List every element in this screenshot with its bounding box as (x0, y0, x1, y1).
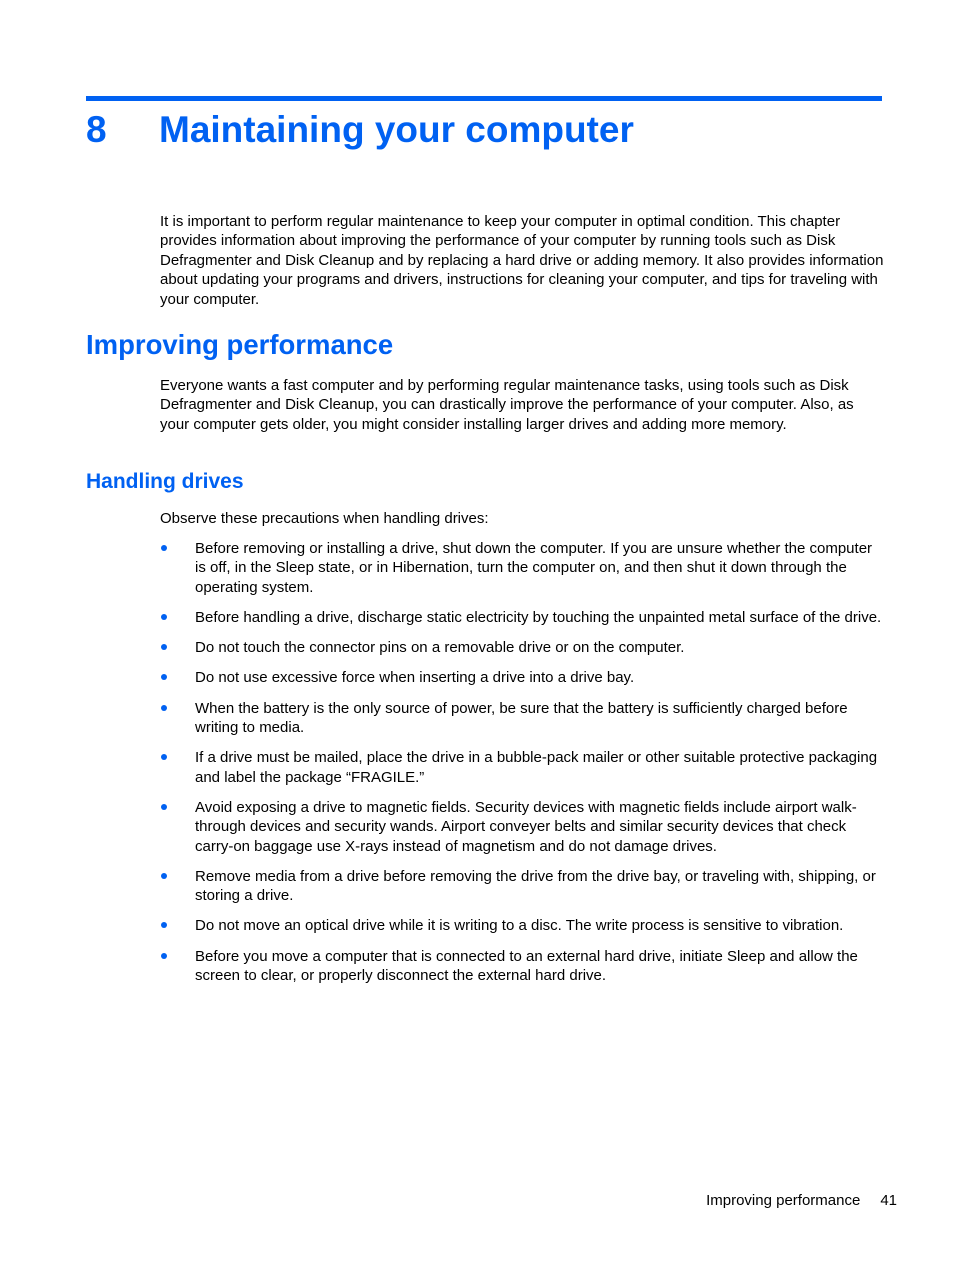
bullet-icon (161, 545, 167, 551)
bullet-icon (161, 754, 167, 760)
intro-paragraph: It is important to perform regular maintenance to keep your computer in optimal condition. This chapter provides information about improving the performance of your computer by running tools such as Disk Defragmenter and Disk Cleanup and by replacing a hard drive or adding memory. It also provides information about updating your programs and drivers, instructions for cleaning your computer, and tips for traveling with your computer. (160, 213, 884, 308)
chapter-number: 8 (86, 109, 107, 150)
bullet-icon (161, 614, 167, 620)
bullet-icon (161, 674, 167, 680)
list-item (160, 798, 884, 856)
list-item (160, 668, 884, 687)
list-item-text: Before removing or installing a drive, shut down the computer. If you are unsure whether the computer is off, in the Sleep state, or in Hibernation, turn the computer on, and then shut it down through the operating system. (195, 540, 873, 596)
list-item (160, 867, 884, 906)
list-item (160, 947, 884, 986)
lead-in-paragraph: Observe these precautions when handling drives: (160, 510, 489, 527)
page-footer (600, 1191, 897, 1210)
page-number: 41 (880, 1192, 897, 1209)
bullet-icon (161, 953, 167, 959)
list-item-text: When the battery is the only source of power, be sure that the battery is sufficiently charged before writing to media. (195, 699, 848, 737)
chapter-title: Maintaining your computer (159, 109, 634, 150)
list-item (160, 638, 884, 657)
section-paragraph: Everyone wants a fast computer and by performing regular maintenance tasks, using tools such as Disk Defragmenter and Disk Cleanup, you can drastically improve the performance of your computer. Also, as your computer gets older, you might consider installing larger drives and adding more memory. (160, 377, 854, 433)
bullet-icon (161, 804, 167, 810)
list-item-text: Avoid exposing a drive to magnetic fields. Security devices with magnetic fields include airport walk-through devices and security wands. Airport conveyer belts and similar security devices that check carry-on baggage use X-rays instead of magnetism and do not damage drives. (195, 798, 857, 855)
list-item (160, 608, 884, 627)
list-item (160, 699, 884, 738)
list-item (160, 748, 884, 787)
list-item-text: If a drive must be mailed, place the drive in a bubble-pack mailer or other suitable protective packaging and label the package “FRAGILE.” (195, 749, 878, 786)
list-item-text: Before handling a drive, discharge static electricity by touching the unpainted metal surface of the drive. (195, 609, 882, 627)
bullet-icon (161, 644, 167, 650)
footer-section-name: Improving performance (706, 1192, 861, 1209)
list-item (160, 916, 884, 935)
subsection-title: Handling drives (86, 470, 244, 493)
list-item (160, 539, 884, 597)
list-item-text: Remove media from a drive before removing the drive from the drive bay, or traveling with, shipping, or storing a drive. (195, 867, 876, 905)
bullet-icon (161, 705, 167, 711)
list-item-text: Do not use excessive force when inserting a drive into a drive bay. (195, 669, 635, 687)
bullet-icon (161, 873, 167, 879)
section-title: Improving performance (86, 329, 394, 360)
precautions-list (160, 539, 884, 996)
list-item-text: Do not move an optical drive while it is writing to a disc. The write process is sensitive to vibration. (195, 917, 844, 935)
list-item-text: Before you move a computer that is connected to an external hard drive, initiate Sleep and allow the screen to clear, or properly disconnect the external hard drive. (195, 947, 858, 985)
bullet-icon (161, 922, 167, 928)
list-item-text: Do not touch the connector pins on a removable drive or on the computer. (195, 639, 685, 657)
chapter-rule (86, 96, 882, 101)
chapter-heading (86, 108, 882, 156)
